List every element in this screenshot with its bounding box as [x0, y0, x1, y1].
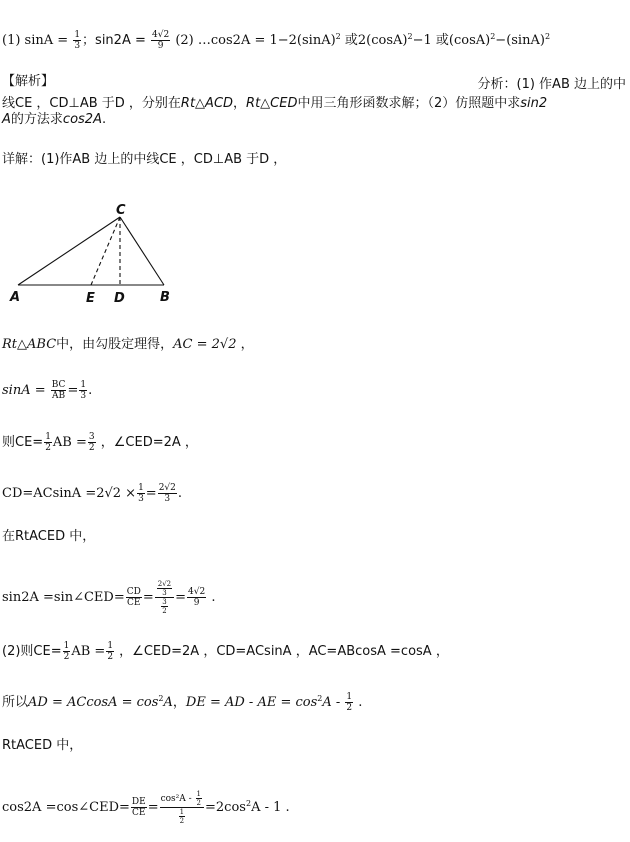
rt-acd: Rt△ACD [180, 96, 234, 111]
fraction-bc-ab: $\frac{BC}{AB}$ [51, 380, 66, 401]
label-E: E [86, 291, 95, 306]
sinA-line: sinA = $\frac{BC}{AB}$ = $\frac{1}{3}$ . [2, 380, 93, 401]
cos2A-alt2: (cosA) [448, 33, 491, 48]
big-fraction: cos²A - $\frac{1}{2}$ $\frac{1}{2}$ [160, 790, 204, 825]
fraction-1-3: $\frac{1}{3}$ [80, 380, 87, 401]
minus-one: −1 [412, 33, 436, 48]
nested-fraction: $\frac{\frac{2√2}{3}}{\frac{3}{2}}$ [155, 580, 174, 615]
or-word: 或 [340, 33, 358, 48]
pythagorean-line: Rt△ABC中，由勾股定理得，AC = 2√2 ， [2, 337, 254, 352]
part2-line: (2)则CE= $\frac{1}{2}$ AB = $\frac{1}{2}$ ，∠CED=2A ，CD=ACsinA ，AC=ABcosA =cosA ， [2, 641, 449, 662]
label-C: C [116, 203, 126, 218]
side-CB [120, 217, 164, 285]
analysis-intro: 分析：(1) 作AB 边上的中 [477, 77, 626, 92]
ce-line: 则CE= $\frac{1}{2}$ AB = $\frac{3}{2}$ ，∠CED=2A ， [2, 432, 198, 453]
separator: ；sin2A = [82, 33, 146, 48]
fraction-sin2A: $\frac{4√2}{9}$ [152, 30, 170, 51]
label-B: B [160, 290, 170, 305]
ac-value: AC = 2√2 [173, 337, 237, 352]
fraction-one-third: $\frac{1}{3}$ [74, 30, 81, 51]
in-rt-ced: 在RtACED 中， [2, 529, 96, 544]
cd-line: CD=ACsinA =2√2 × $\frac{1}{3}$ = $\frac{2√2}{3}$ . [2, 483, 183, 504]
rt-ced-2: RtACED 中， [2, 738, 83, 753]
side-AC [18, 217, 120, 285]
analysis-line-3: A的方法求cos2A. [2, 112, 107, 127]
triangle-figure [0, 200, 200, 310]
rt-ced: Rt△CED [246, 96, 298, 111]
label-D: D [114, 291, 125, 306]
sin2A-line: sin2A =sin∠CED= $\frac{CD}{CE}$ = $\frac{\frac{2√2}{3}}{\frac{3}{2}}$ = $\frac{4√2}{9}$ . [2, 580, 216, 615]
answer-line: (1) sinA = $\frac{1}{3}$ ；sin2A = $\frac{4√2}{9}$ (2) …cos2A = $1-2(\sin A)^2$ 或$2(\cos A)^2-1$ 或$(\cos A)^2-(\sin A)^2$ [2, 30, 551, 51]
label-A: A [10, 290, 21, 305]
analysis-heading: 【解析】 [2, 74, 55, 89]
part2-label: (2) [171, 33, 198, 48]
cos2A-alt: 2(cosA) [357, 33, 408, 48]
part1-label: (1) [2, 33, 25, 48]
minus-sin: −(sinA) [495, 33, 545, 48]
ad-de-line: 所以AD = $ACcosA = \cos^2A$，DE = AD - AE = $\cos^2A$ - $\frac{1}{2}$ . [2, 692, 363, 713]
or-word-2: 或 [435, 33, 449, 48]
sinA-lhs: sinA = [24, 33, 69, 48]
analysis-line-2: 线CE ，CD⊥AB 于D ，分别在Rt△ACD，Rt△CED中用三角形函数求解；（2）仿照题中求sin2 [2, 96, 548, 111]
cos2A-expression: …cos2A = 1−2(sinA) [197, 33, 336, 48]
detail-label: 详解：(1)作AB 边上的中线CE ，CD⊥AB 于D ， [2, 152, 287, 167]
cos2A-line: cos2A =cos∠CED= $\frac{DE}{CE}$ = cos²A - $\frac{1}{2}$ $\frac{1}{2}$ $=2\cos^2A - 1$ . [2, 790, 290, 825]
